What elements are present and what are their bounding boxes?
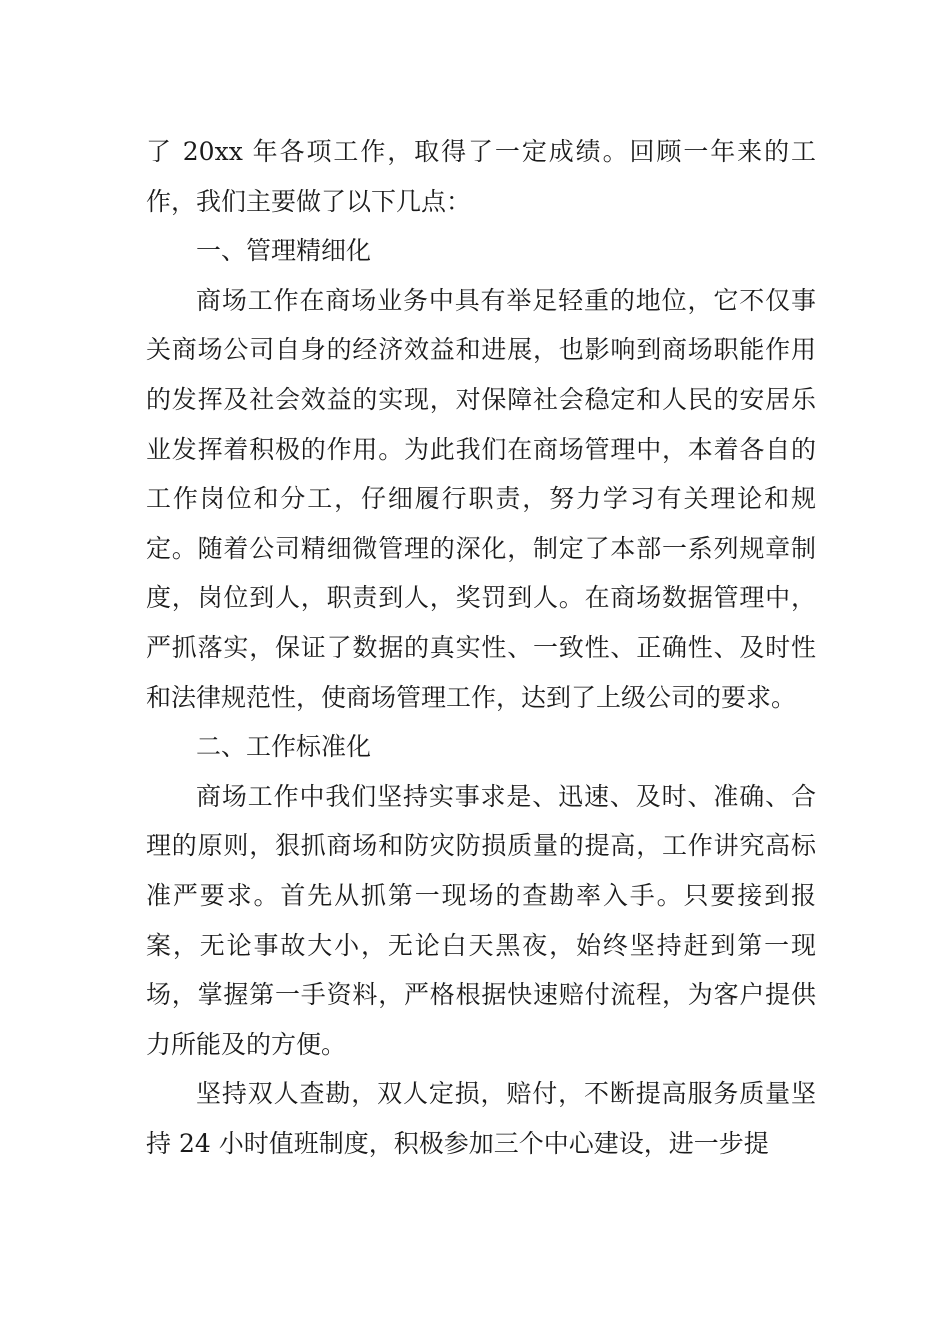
paragraph-management: 商场工作在商场业务中具有举足轻重的地位，它不仅事关商场公司自身的经济效益和进展，也影响到商场职能作用的发挥及社会效益的实现，对保障社会稳定和人民的安居乐业发挥着积极的作用。为此我们在商场管理中，本着各自的工作岗位和分工，仔细履行职责，努力学习有关理论和规定。随着公司精细微管理的深化，制定了本部一系列规章制度，岗位到人，职责到人，奖罚到人。在商场数据管理中，严抓落实，保证了数据的真实性、一致性、正确性、及时性和法律规范性，使商场管理工作，达到了上级公司的要求。 (146, 285, 816, 712)
paragraph-standards: 商场工作中我们坚持实事求是、迅速、及时、准确、合理的原则，狠抓商场和防灾防损质量的提高，工作讲究高标准严要求。首先从抓第一现场的查勘率入手。只要接到报案，无论事故大小，无论白天黑夜，始终坚持赶到第一现场，掌握第一手资料，严格根据快速赔付流程，为客户提供力所能及的方便。 (146, 781, 816, 1059)
document-body (146, 127, 816, 1168)
paragraph-intro: 了 20xx 年各项工作，取得了一定成绩。回顾一年来的工作，我们主要做了以下几点： (146, 137, 816, 216)
section-heading-1: 一、管理精细化 (196, 236, 372, 266)
paragraph-service: 坚持双人查勘，双人定损，赔付，不断提高服务质量坚持 24 小时值班制度，积极参加三个中心建设，进一步提 (146, 1079, 816, 1158)
section-heading-2: 二、工作标准化 (196, 732, 372, 762)
